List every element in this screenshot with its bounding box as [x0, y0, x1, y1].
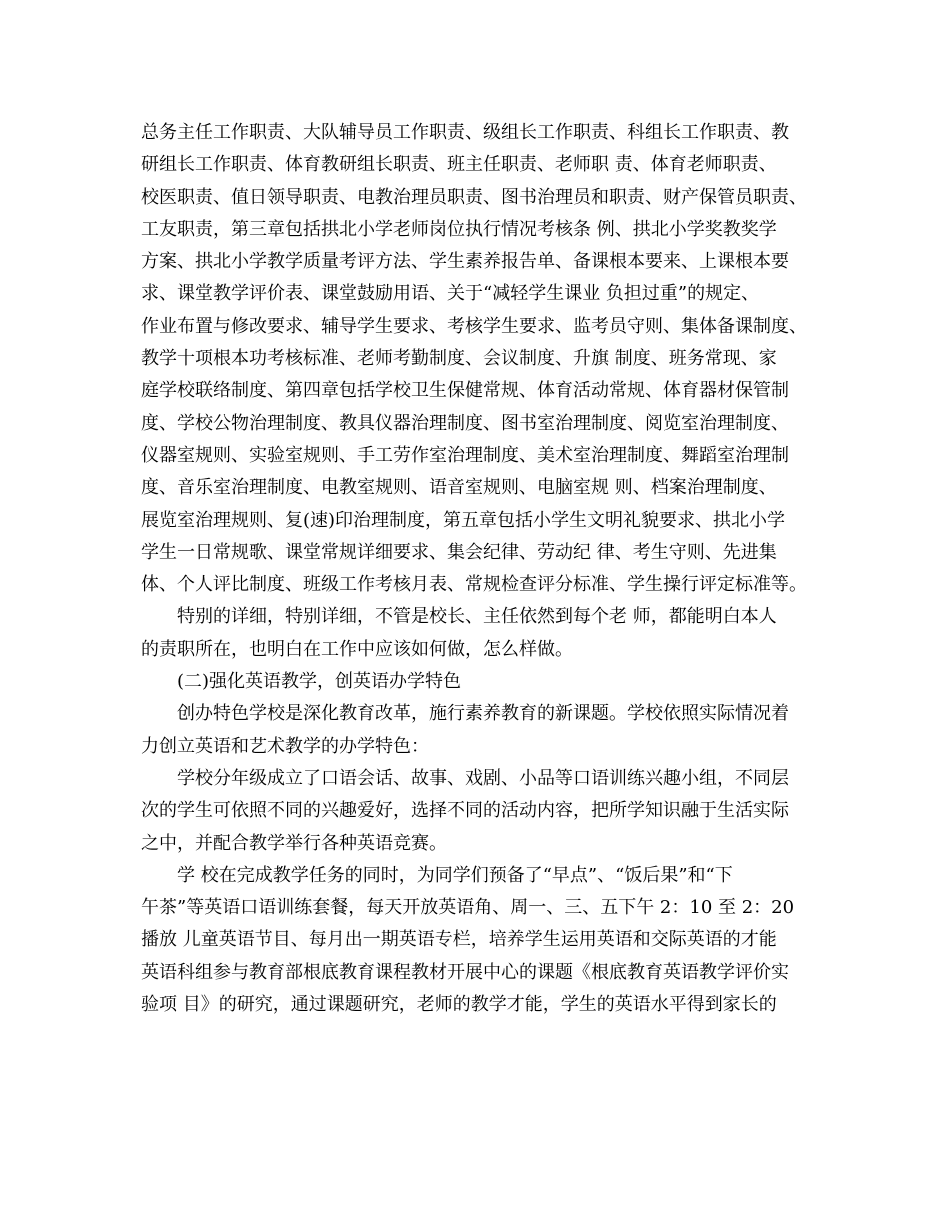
text-line: 仪器室规则、实验室规则、手工劳作室治理制度、美术室治理制度、舞蹈室治理制	[141, 444, 789, 466]
text-line: 学生一日常规歌、课堂常规详细要求、集会纪律、劳动纪 律、考生守则、先进集	[141, 541, 777, 563]
text-line: 作业布置与修改要求、辅导学生要求、考核学生要求、监考员守则、集体备课制度、	[141, 315, 807, 337]
paragraph-start-line: 创办特色学校是深化教育改革，施行素养教育的新课题。学校依照实际情况着	[177, 703, 789, 725]
paragraph-start-line: 学校分年级成立了口语会话、故事、戏剧、小品等口语训练兴趣小组，不同层	[177, 767, 789, 789]
text-line: 校医职责、值日领导职责、电教治理员职责、图书治理员和职责、财产保管员职责、	[141, 186, 807, 208]
section-heading: (二)强化英语教学，创英语办学特色	[177, 671, 462, 693]
text-line: 午茶”等英语口语训练套餐，每天开放英语角、周一、三、五下午 2：10 至 2：20	[141, 897, 795, 919]
text-line: 工友职责，第三章包括拱北小学老师岗位执行情况考核条 例、拱北小学奖教奖学	[141, 218, 777, 240]
text-line: 研组长工作职责、体育教研组长职责、班主任职责、老师职 责、体育老师职责、	[141, 154, 777, 176]
text-line: 展览室治理规则、复(速)印治理制度，第五章包括小学生文明礼貌要求、拱北小学	[141, 509, 786, 531]
text-line: 方案、拱北小学教学质量考评方法、学生素养报告单、备课根本要来、上课根本要	[141, 251, 789, 273]
document-body	[141, 117, 831, 1021]
text-line: 之中，并配合教学举行各种英语竞赛。	[141, 832, 447, 854]
text-line: 度、学校公物治理制度、教具仪器治理制度、图书室治理制度、阅览室治理制度、	[141, 412, 789, 434]
text-line: 度、音乐室治理制度、电教室规则、语音室规则、电脑室规 则、档案治理制度、	[141, 477, 777, 499]
paragraph-start-line: 学 校在完成教学任务的同时，为同学们预备了“早点”、“饭后果”和“下	[177, 864, 733, 886]
text-line: 教学十项根本功考核标准、老师考勤制度、会议制度、升旗 制度、班务常现、家	[141, 348, 777, 370]
text-line: 体、个人评比制度、班级工作考核月表、常规检查评分标准、学生操行评定标准等。	[141, 574, 807, 596]
text-line: 英语科组参与教育部根底教育课程教材开展中心的课题《根底教育英语教学评价实	[141, 961, 789, 983]
text-line: 庭学校联络制度、第四章包括学校卫生保健常规、体育活动常规、体育器材保管制	[141, 380, 789, 402]
text-line: 的责职所在，也明白在工作中应该如何做，怎么样做。	[141, 638, 573, 660]
text-line: 验项 目》的研究，通过课题研究，老师的教学才能，学生的英语水平得到家长的	[141, 994, 777, 1016]
text-line: 总务主任工作职责、大队辅导员工作职责、级组长工作职责、科组长工作职责、教	[141, 122, 789, 143]
paragraph-start-line: 特别的详细，特别详细，不管是校长、主任依然到每个老 师，都能明白本人	[177, 606, 777, 628]
text-line: 次的学生可依照不同的兴趣爱好，选择不同的活动内容，把所学知识融于生活实际	[141, 800, 789, 822]
text-line: 力创立英语和艺术教学的办学特色：	[141, 735, 429, 757]
text-line: 播放 儿童英语节目、每月出一期英语专栏，培养学生运用英语和交际英语的才能	[141, 929, 777, 951]
text-line: 求、课堂教学评价表、课堂鼓励用语、关于“减轻学生课业 负担过重”的规定、	[141, 283, 760, 305]
